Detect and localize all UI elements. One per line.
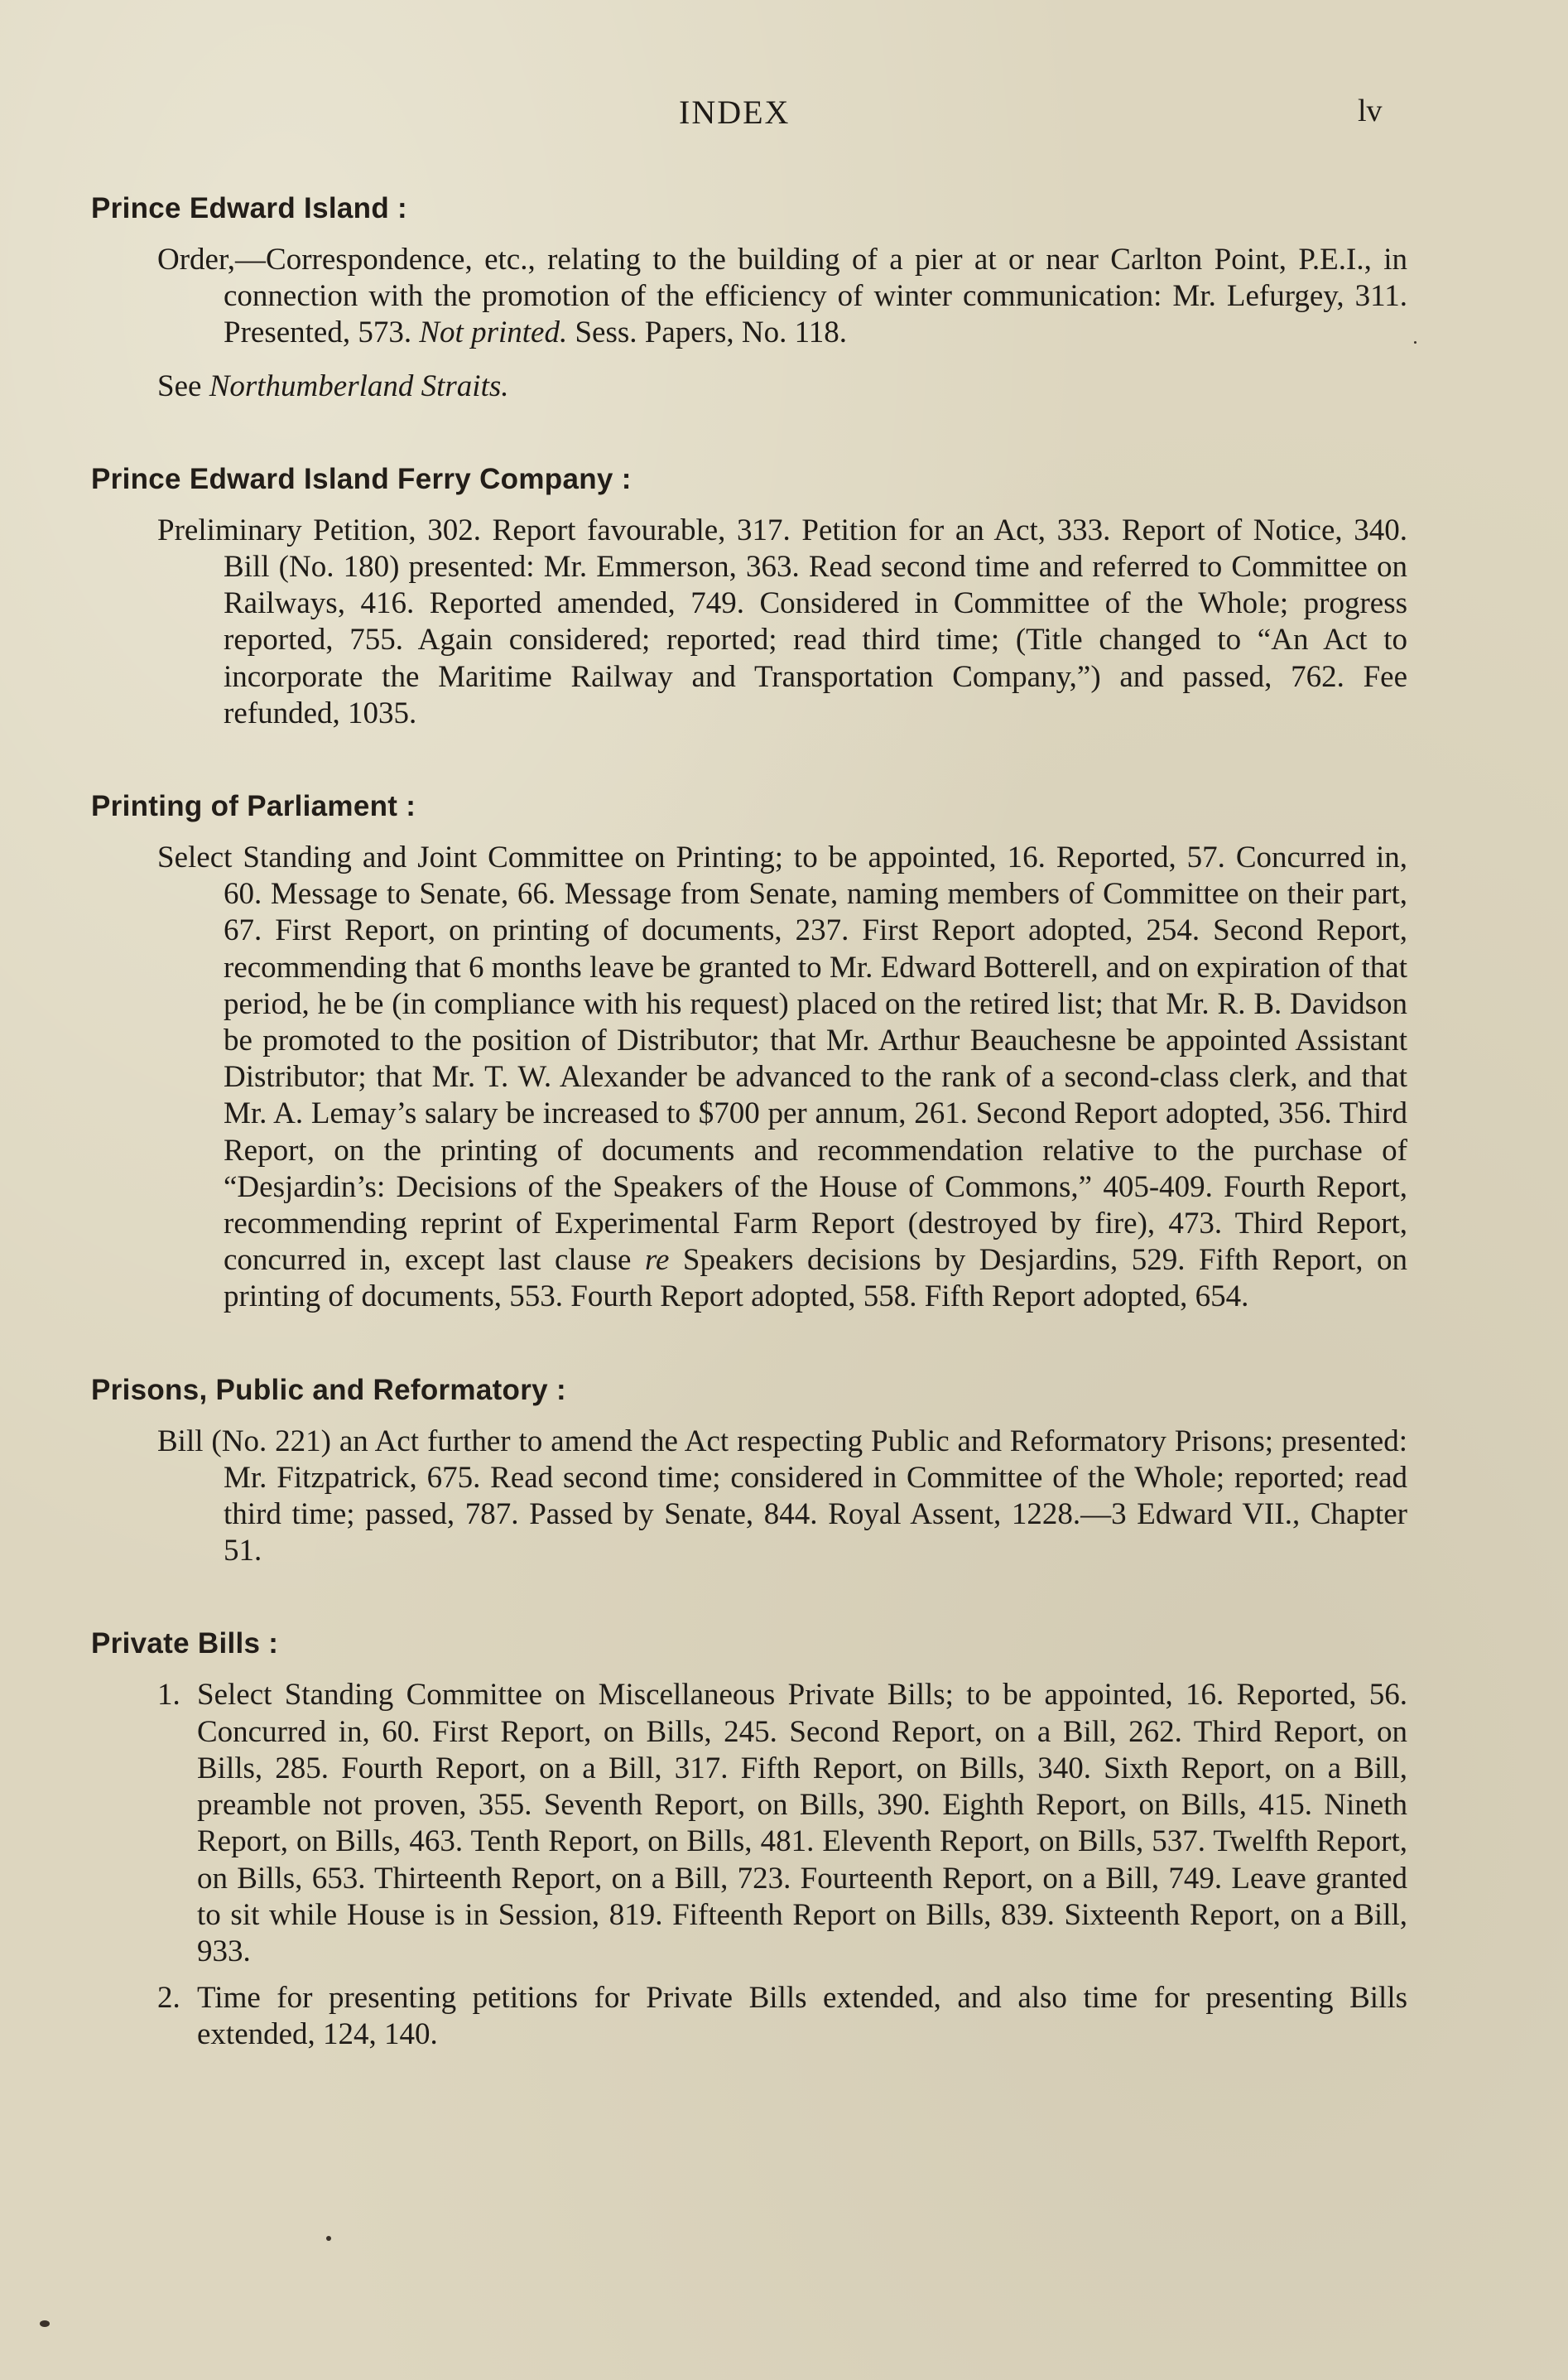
index-entry-pei-ferry-company xyxy=(91,463,1407,732)
item-text: Select Standing Committee on Miscellaneous Private Bills; to be appointed, 16. Reported, 56. Concurred in, 60. First Report, on Bills, 245. Second Report, on a Bill, 262. Third Report, on Bills, 285. Fourth Report, on a Bill, 317. Fifth Report, on Bills, 340. Sixth Report, on a Bill, preamble not proven, 355. Seventh Report, on Bills, 390. Eighth Report, on Bills, 415. Nineth Report, on Bills, 463. Tenth Report, on Bills, 481. Eleventh Report, on Bills, 537. Twelfth Report, on Bills, 653. Thirteenth Report, on a Bill, 723. Fourteenth Report, on a Bill, 749. Leave granted to sit while House is in Session, 819. Fifteenth Report on Bills, 839. Sixteenth Report, on a Bill, 933. xyxy=(197,1678,1407,1968)
item-number: 1. xyxy=(157,1678,180,1713)
running-head xyxy=(0,93,1568,142)
running-title: INDEX xyxy=(679,94,791,131)
entry-heading: Printing of Parliament : xyxy=(91,790,416,823)
page-number: lv xyxy=(1358,94,1383,128)
index-entry-prisons xyxy=(91,1374,1407,1570)
numbered-item xyxy=(157,1677,1407,1970)
paper-speck xyxy=(40,2320,50,2327)
index-entry-prince-edward-island xyxy=(91,192,1407,405)
index-content xyxy=(91,192,1407,2112)
see-prefix: See xyxy=(157,369,209,403)
entry-paragraph xyxy=(157,242,1407,352)
paper-speck xyxy=(1414,341,1416,344)
index-entry-private-bills xyxy=(91,1627,1407,2053)
entry-paragraph: Preliminary Petition, 302. Report favourable, 317. Petition for an Act, 333. Report of Notice, 340. Bill (No. 180) presented: Mr. Emmerson, 363. Read second time and referred to Committee on Railways, 416. Reported amended, 749. Considered in Committee of the Whole; progress reported, 755. Again considered; reported; read third time; (Title changed to “An Act to incorporate the Maritime Railway and Transportation Company,”) and passed, 762. Fee refunded, 1035. xyxy=(157,513,1407,730)
entry-text: Speakers decisions by Desjardins, 529. Fifth Report, on printing of documents, 553. Fourth Report adopted, 558. Fifth Report adopted, 654. xyxy=(224,1243,1407,1314)
item-number: 2. xyxy=(157,1981,180,2016)
entry-heading: Private Bills : xyxy=(91,1627,279,1660)
entry-heading: Prisons, Public and Reformatory : xyxy=(91,1373,566,1406)
entry-italic-note: re xyxy=(644,1243,670,1278)
entry-heading: Prince Edward Island : xyxy=(91,192,407,224)
index-entry-printing-of-parliament xyxy=(91,790,1407,1316)
entry-text: Order,—Correspondence, etc., relating to the building of a pier at or near Carlton Point, P.E.I., in connection with the promotion of the efficiency of winter communication: Mr. Lefurgey, 311. Presented, 573. xyxy=(157,243,1407,350)
entry-paragraph: Bill (No. 221) an Act further to amend the Act respecting Public and Reformatory Prisons; presented: Mr. Fitzpatrick, 675. Read second time; considered in Committee of the Whole; reported; read third time; passed, 787. Passed by Senate, 844. Royal Assent, 1228.—3 Edward VII., Chapter 51. xyxy=(157,1424,1407,1568)
item-text: Time for presenting petitions for Private Bills extended, and also time for presenting Bills extended, 124, 140. xyxy=(197,1981,1407,2052)
numbered-item xyxy=(157,1980,1407,2053)
see-target: Northumberland Straits. xyxy=(209,369,509,403)
entry-paragraph xyxy=(157,840,1407,1316)
entry-text: Select Standing and Joint Committee on Printing; to be appointed, 16. Reported, 57. Concurred in, 60. Message to Senate, 66. Message from Senate, naming members of Committee on their part, 67. First Report, on printing of documents, 237. First Report adopted, 254. Second Report, recommending that 6 months leave be granted to Mr. Edward Botterell, and on expiration of that period, he be (in compliance with his request) placed on the retired list; that Mr. R. B. Davidson be promoted to the position of Distributor; that Mr. Arthur Beauchesne be appointed Assistant Distributor; that Mr. T. W. Alexander be advanced to the rank of a second-class clerk, and that Mr. A. Lemay’s salary be increased to $700 per annum, 261. Second Report adopted, 356. Third Report, on the printing of documents and recommendation relative to the purchase of “Desjardin’s: Decisions of the Speakers of the House of Commons,” 405-409. Fourth Report, recommending reprint of Experimental Farm Report (destroyed by fire), 473. Third Report, concurred in, except last clause xyxy=(157,841,1407,1278)
entry-text: Sess. Papers, No. 118. xyxy=(567,316,847,350)
entry-italic-note: Not printed. xyxy=(419,316,568,350)
see-reference xyxy=(157,369,1407,405)
paper-speck xyxy=(326,2236,331,2241)
entry-heading: Prince Edward Island Ferry Company : xyxy=(91,462,632,495)
